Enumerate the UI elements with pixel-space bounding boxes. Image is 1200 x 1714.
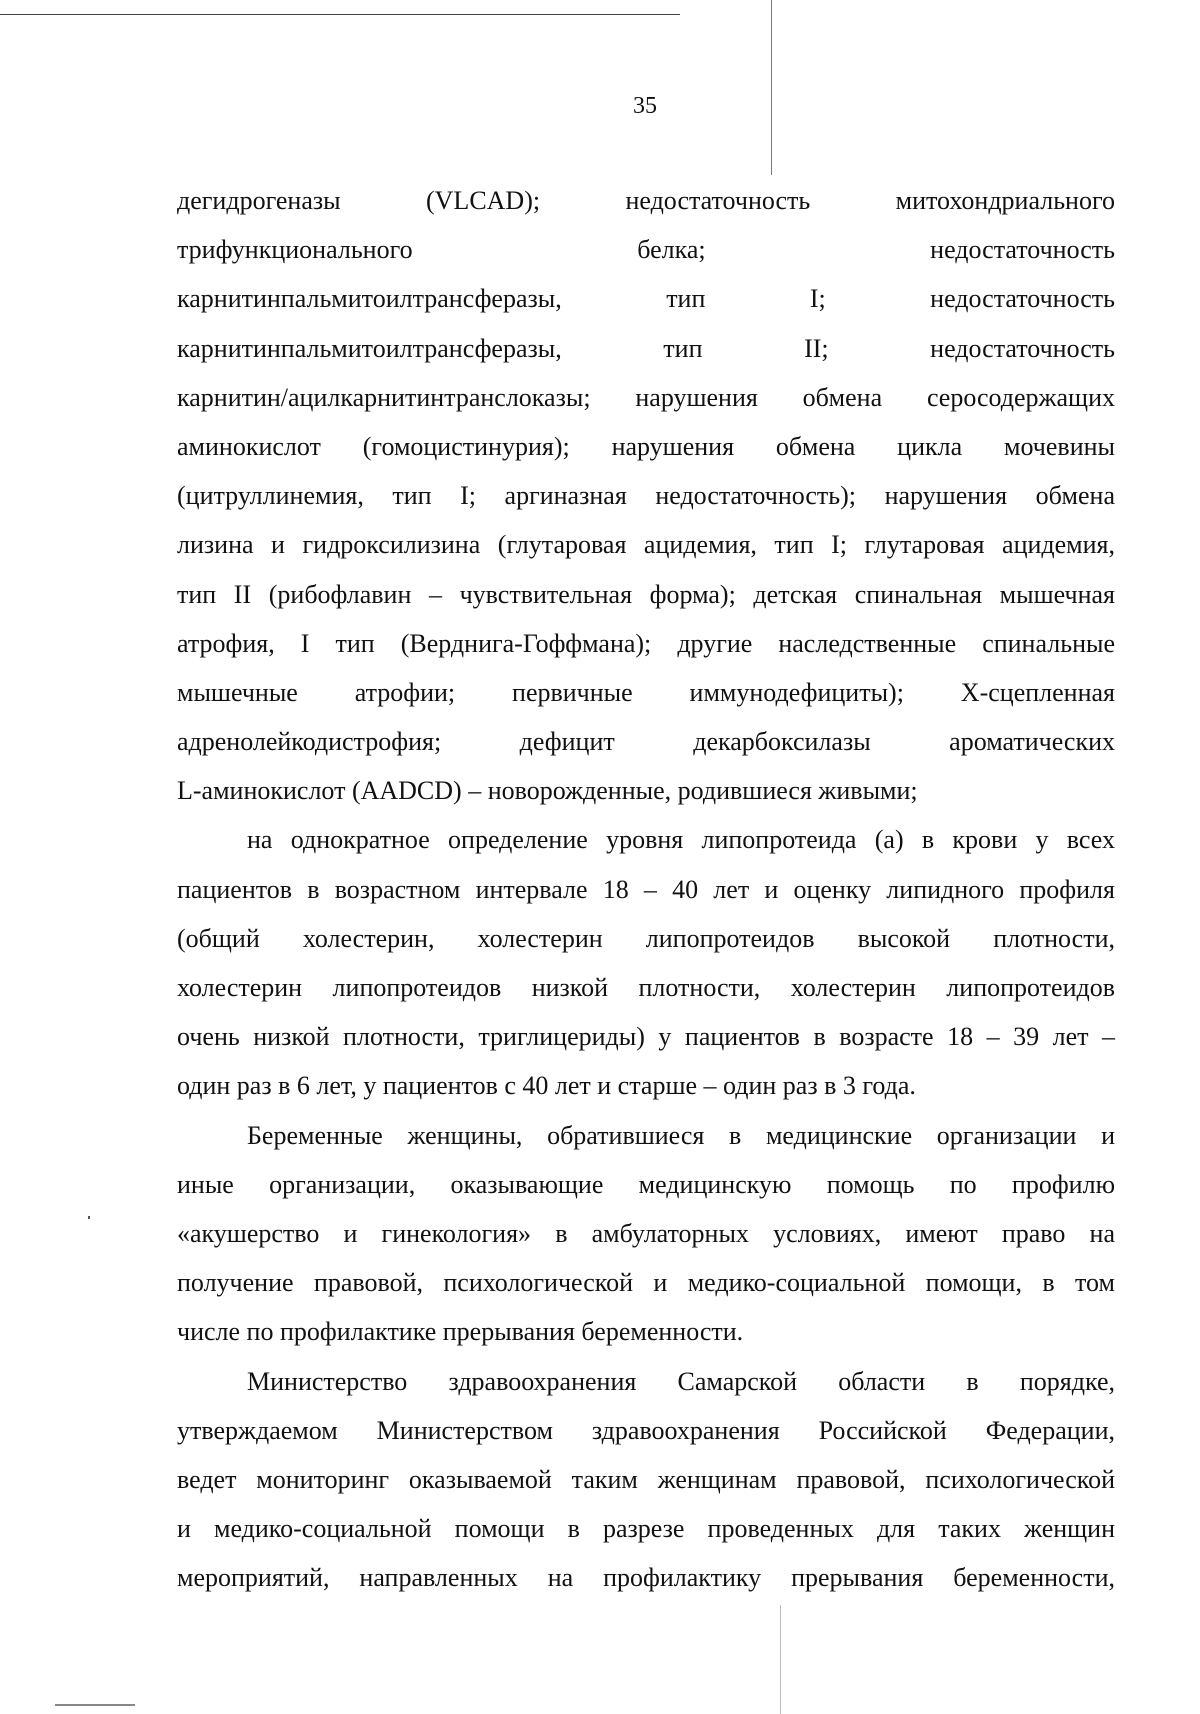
scan-fold-line xyxy=(771,0,772,175)
top-edge-rule xyxy=(0,0,680,15)
paragraph-first-line: Министерство здравоохранения Самарской области в порядке, xyxy=(247,1366,1115,1396)
text-line: мышечные атрофии; первичные иммунодефициты); Х-сцепленная xyxy=(177,677,1115,707)
paragraph-first-line: Беременные женщины, обратившиеся в медицинские организации и xyxy=(247,1120,1115,1150)
text-line: атрофия, I тип (Верднига-Гоффмана); другие наследственные спинальные xyxy=(177,628,1115,658)
text-line: дегидрогеназы (VLCAD); недостаточность митохондриального xyxy=(177,186,1115,215)
text-line: адренолейкодистрофия; дефицит декарбоксилазы ароматических xyxy=(177,727,1115,757)
text-line: (цитруллинемия, тип I; аргиназная недостаточность); нарушения обмена xyxy=(177,481,1115,511)
text-line: иные организации, оказывающие медицинскую помощь по профилю xyxy=(177,1169,1115,1199)
text-line: числе по профилактике прерывания беременности. xyxy=(177,1317,744,1347)
text-line: и медико-социальной помощи в разрезе проведенных для таких женщин xyxy=(177,1514,1115,1544)
text-line: карнитинпальмитоилтрансферазы, тип II; недостаточность xyxy=(177,333,1115,363)
text-line: карнитин/ацилкарнитинтранслоказы; нарушения обмена серосодержащих xyxy=(177,382,1115,412)
text-line: очень низкой плотности, триглицериды) у пациентов в возрасте 18 – 39 лет – xyxy=(177,1022,1115,1052)
text-line: ведет мониторинг оказываемой таким женщинам правовой, психологической xyxy=(177,1464,1115,1494)
page-number: 35 xyxy=(633,93,657,119)
text-line: аминокислот (гомоцистинурия); нарушения обмена цикла мочевины xyxy=(177,431,1115,461)
text-line: утверждаемом Министерством здравоохранения Российской Федерации, xyxy=(177,1415,1115,1445)
scan-speck xyxy=(88,1216,90,1219)
scan-fold-line-bottom xyxy=(780,1605,781,1714)
text-line: (общий холестерин, холестерин липопротеидов высокой плотности, xyxy=(177,923,1115,953)
text-line: карнитинпальмитоилтрансферазы, тип I; недостаточность xyxy=(177,284,1115,314)
paragraph-first-line: на однократное определение уровня липопротеида (а) в крови у всех xyxy=(247,825,1115,855)
text-line: холестерин липопротеидов низкой плотности, холестерин липопротеидов xyxy=(177,973,1115,1002)
text-line: получение правовой, психологической и медико-социальной помощи, в том xyxy=(177,1268,1115,1298)
text-line: один раз в 6 лет, у пациентов с 40 лет и старше – один раз в 3 года. xyxy=(177,1071,916,1101)
bottom-edge-rule xyxy=(55,1704,135,1706)
body-text xyxy=(177,176,1115,1602)
text-line: L-аминокислот (AADCD) – новорожденные, родившиеся живыми; xyxy=(177,776,918,806)
text-line: мероприятий, направленных на профилактику прерывания беременности, xyxy=(177,1563,1115,1593)
text-line: тип II (рибофлавин – чувствительная форма); детская спинальная мышечная xyxy=(177,579,1115,609)
text-line: «акушерство и гинекология» в амбулаторных условиях, имеют право на xyxy=(177,1218,1115,1248)
text-line: трифункционального белка; недостаточность xyxy=(177,235,1115,265)
text-line: пациентов в возрастном интервале 18 – 40 лет и оценку липидного профиля xyxy=(177,874,1115,904)
text-line: лизина и гидроксилизина (глутаровая ацидемия, тип I; глутаровая ацидемия, xyxy=(177,530,1115,560)
